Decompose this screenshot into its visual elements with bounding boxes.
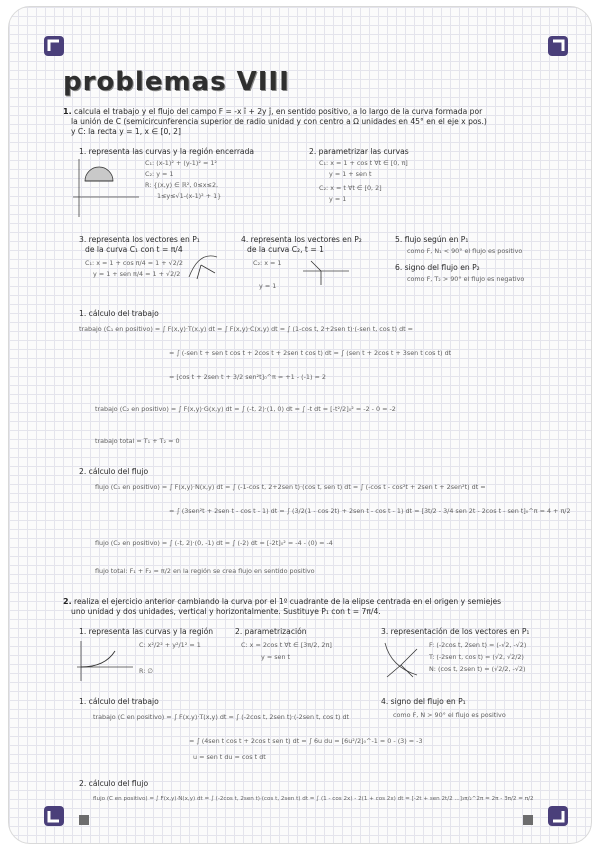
point-formula: C₁: x = 1 + cos π/4 = 1 + √2/2 (85, 259, 184, 267)
subheading: 1. representa las curvas y la región encerrada (79, 147, 255, 156)
problem-2-statement: uno unidad y dos unidades, vertical y horizontalmente. Sustituye P₁ con t = 7π/4. (71, 607, 381, 616)
vector-sketch-2 (301, 257, 351, 287)
problem-1-statement: 1. calcula el trabajo y el flujo del campo F = -x î + 2y ĵ, en sentido positivo, a lo largo de la curva formada por (63, 107, 483, 116)
page-title: problemas VIII (63, 67, 290, 97)
parametrization-line: C: x = 2cos t ∀t ∈ [3π/2, 2π] (241, 641, 332, 649)
region-formula: C: x²/2² + y²/1² = 1 (139, 641, 201, 649)
flux-equation: flujo (C₂ en positivo) = ∫ (-t, 2)·(0, -1) dt = ∫ (-2) dt = [-2t]₀² = -4 - (0) = -4 (95, 539, 333, 547)
region-formula: R: ∅ (139, 667, 153, 675)
problem-1-statement: y C: la recta y = 1, x ∈ [0, 2] (71, 127, 181, 136)
flux-sign-note: como F, T₂ > 90° el flujo es negativo (407, 275, 525, 283)
region-formula: C₂: y = 1 (145, 170, 174, 178)
point-formula: y = 1 (259, 282, 277, 290)
page-marker-square (523, 815, 533, 825)
flux-sign-note: como F, N > 90° el flujo es positivo (393, 711, 506, 719)
vector-sketch-1 (185, 247, 225, 283)
flux-equation: = ∫ (3sen²t + 2sen t - cos t - 1) dt = ∫ (3/2(1 - cos 2t) + 2sen t - cos t - 1) dt = [3t/2 - 3/4 sen 2t - 2cos t - sen t]₀^π = 4 + π/2 (169, 507, 571, 515)
flux-sign-note: como F, N₁ < 90° el flujo es positivo (407, 247, 523, 255)
problem-2-statement: 2. realiza el ejercicio anterior cambiando la curva por el 1º cuadrante de la elipse centrada en el origen y semiejes (63, 597, 502, 606)
subheading: 5. flujo según en P₁ (395, 235, 469, 244)
subheading: de la curva C₁ con t = π/4 (85, 245, 183, 254)
work-equation: trabajo (C₂ en positivo) = ∫ F(x,y)·G(x,y) dt = ∫ (-t, 2)·(1, 0) dt = ∫ -t dt = [-t²/2]₀² = -2 - 0 = -2 (95, 405, 396, 413)
notebook-page (8, 6, 592, 844)
page-corner-mark-icon (43, 805, 65, 827)
vector-sketch-3 (381, 637, 425, 681)
subheading: 3. representación de los vectores en P₁ (381, 627, 530, 636)
parametrization-line: y = 1 + sen t (329, 170, 372, 178)
subheading: 1. cálculo del trabajo (79, 697, 159, 706)
work-equation: = [cos t + 2sen t + 3/2 sen²t]₀^π = +1 - (-1) = 2 (169, 373, 326, 381)
parametrization-line: C₂: x = t ∀t ∈ [0, 2] (319, 184, 382, 192)
flux-total: flujo total: F₁ + F₂ = π/2 en la región se crea flujo en sentido positivo (95, 567, 315, 575)
region-formula: 1≤y≤√1-(x-1)² + 1} (157, 192, 222, 200)
ellipse-sketch (75, 637, 135, 683)
problem-1-statement: la unión de C (semicircunferencia superior de radio unidad y con centro a Ω unidades en 45° en el eje x pos.) (71, 117, 487, 126)
region-formula: R: {(x,y) ∈ ℝ², 0≤x≤2, (145, 181, 219, 189)
vector-formula: N: (cos t, 2sen t) = (√2/2, -√2) (429, 665, 526, 673)
work-equation: = ∫ (4sen t cos t + 2cos t sen t) dt = ∫ 6u du = [6u²/2]₀^-1 = 0 - (3) = -3 (189, 737, 423, 745)
subheading: 3. representa los vectores en P₁ (79, 235, 200, 244)
flux-equation: flujo (C en positivo) = ∫ F(x,y)·N(x,y) dt = ∫ (-2cos t, 2sen t)·(cos t, 2sen t) dt = ∫ (1 - cos 2x) - 2(1 + cos 2x) dt = [-2t + sen 2t/2 ...]₃π/₂^2π = 2π - 3π/2 = π/2 (93, 796, 534, 802)
subheading: de la curva C₂, t = 1 (247, 245, 324, 254)
subheading: 6. signo del flujo en P₂ (395, 263, 480, 272)
parametrization-line: y = 1 (329, 195, 347, 203)
subheading: 2. cálculo del flujo (79, 467, 149, 476)
page-corner-mark-icon (547, 35, 569, 57)
subheading: 1. representa las curvas y la región (79, 627, 214, 636)
work-equation: = ∫ (-sen t + sen t cos t + 2cos t + 2sen t cos t) dt = ∫ (sen t + 2cos t + 3sen t cos t) dt (169, 349, 452, 357)
work-equation: trabajo (C en positivo) = ∫ F(x,y)·T(x,y) dt = ∫ (-2cos t, 2sen t)·(-2sen t, cos t) dt (93, 713, 350, 721)
subheading: 2. parametrización (235, 627, 307, 636)
subheading: 2. parametrizar las curvas (309, 147, 409, 156)
vector-formula: T: (-2sen t, cos t) = (√2, √2/2) (429, 653, 524, 661)
work-equation: trabajo (C₁ en positivo) = ∫ F(x,y)·T(x,y) dt = ∫ F(x,y)·C(x,y) dt = ∫ (1-cos t, 2+2sen t)·(-sen t, cos t) dt = (79, 325, 414, 333)
point-formula: y = 1 + sen π/4 = 1 + √2/2 (93, 270, 181, 278)
work-total: trabajo total = T₁ + T₂ = 0 (95, 437, 180, 445)
page-marker-square (79, 815, 89, 825)
parametrization-line: C₁: x = 1 + cos t ∀t ∈ [0, π] (319, 159, 408, 167)
region-formula: C₁: (x-1)² + (y-1)² = 1² (145, 159, 217, 167)
region-sketch-1 (71, 157, 141, 219)
page-corner-mark-icon (43, 35, 65, 57)
vector-formula: F: (-2cos t, 2sen t) = (-√2, -√2) (429, 641, 527, 649)
subheading: 2. cálculo del flujo (79, 779, 149, 788)
subheading: 4. signo del flujo en P₁ (381, 697, 466, 706)
point-formula: C₂: x = 1 (253, 259, 282, 267)
parametrization-line: y = sen t (261, 653, 291, 661)
subheading: 1. cálculo del trabajo (79, 309, 159, 318)
substitution-note: u = sen t du = cos t dt (193, 753, 266, 761)
page-corner-mark-icon (547, 805, 569, 827)
flux-equation: flujo (C₁ en positivo) = ∫ F(x,y)·N(x,y) dt = ∫ (-1-cos t, 2+2sen t)·(cos t, sen t) dt = ∫ (-cos t - cos²t + 2sen t + 2sen²t) dt = (95, 483, 486, 491)
subheading: 4. representa los vectores en P₂ (241, 235, 362, 244)
